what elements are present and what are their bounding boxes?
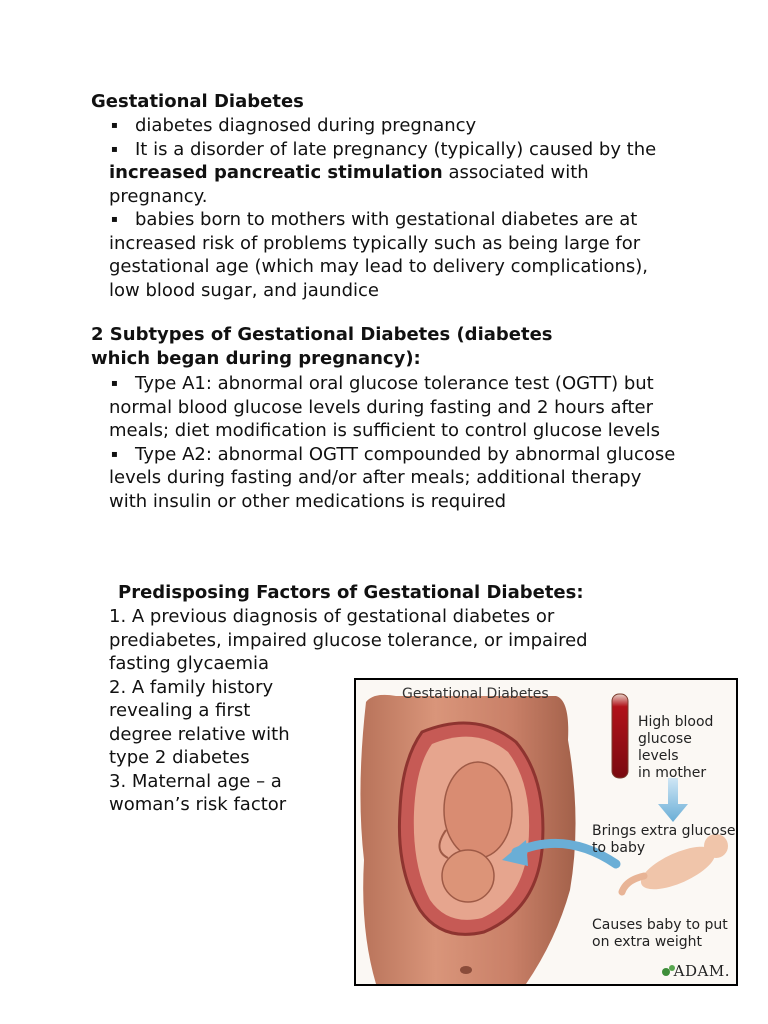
- section-heading-predisposing: Predisposing Factors of Gestational Diabetes:: [118, 582, 584, 603]
- label-brings-extra-glucose: [592, 823, 736, 857]
- label-line: in mother: [638, 765, 707, 781]
- label-line: glucose levels: [638, 731, 692, 764]
- bullet-text: Type A1: abnormal oral glucose tolerance test (OGTT) but normal blood glucose levels during fasting and 2 hours after meals; diet modification is sufficient to control glucose levels: [109, 373, 660, 441]
- heading-line: which began during pregnancy):: [91, 348, 421, 369]
- fetus-body-shape: [444, 762, 512, 858]
- text-line: woman’s risk factor: [109, 794, 287, 815]
- list-item: [109, 138, 684, 209]
- text-line: 2. A family history: [109, 676, 274, 698]
- bullet-text: babies born to mothers with gestational diabetes are at increased risk of problems typically such as being large for gestational age (which may lead to delivery complications), low blood sugar, and jaundice: [109, 209, 649, 301]
- label-line: to baby: [592, 840, 646, 856]
- down-arrow-shape: [658, 778, 688, 822]
- label-line: Brings extra glucose: [592, 823, 736, 839]
- label-line: High blood: [638, 714, 714, 730]
- bullet-icon: ▪: [111, 448, 118, 460]
- section-heading-gestational-diabetes: Gestational Diabetes: [91, 91, 304, 112]
- blood-tube-shape: [612, 694, 628, 778]
- adam-brand-logo: ADAM.: [673, 962, 730, 980]
- text-line: type 2 diabetes: [109, 747, 250, 768]
- label-causes-extra-weight: [592, 917, 728, 951]
- label-high-blood-glucose: [638, 714, 736, 782]
- section-heading-subtypes: [91, 323, 553, 371]
- fetus-head-shape: [442, 850, 494, 902]
- label-line: Causes baby to put: [592, 917, 728, 933]
- bullet-list-gestational: [109, 114, 684, 302]
- bullet-text: associated with pregnancy.: [109, 162, 589, 207]
- text-line: 3. Maternal age – a: [109, 770, 282, 792]
- bullet-list-subtypes: [109, 372, 684, 513]
- bullet-text: Type A2: abnormal OGTT compounded by abnormal glucose levels during fasting and/or after meals; additional therapy with insulin or other medications is required: [109, 443, 676, 512]
- bullet-icon: ▪: [111, 378, 118, 389]
- illustration-title: Gestational Diabetes: [402, 686, 549, 702]
- bullet-text: diabetes diagnosed during pregnancy: [135, 115, 477, 136]
- bullet-icon: ▪: [111, 214, 118, 225]
- label-line: on extra weight: [592, 934, 703, 950]
- bold-emphasis: increased pancreatic stimulation: [109, 162, 443, 183]
- text-line: revealing a first: [109, 700, 251, 721]
- bullet-icon: ▪: [111, 120, 118, 131]
- list-item: [109, 372, 684, 443]
- navel-shape: [460, 966, 472, 974]
- list-item: [109, 114, 684, 138]
- gestational-diabetes-illustration: [354, 678, 738, 986]
- text-line: degree relative with: [109, 723, 290, 745]
- heading-line: 2 Subtypes of Gestational Diabetes (diabetes: [91, 324, 553, 345]
- list-item: [109, 443, 684, 514]
- text-line: prediabetes, impaired glucose tolerance, or impaired: [109, 629, 588, 651]
- text-line: 1. A previous diagnosis of gestational diabetes or: [109, 606, 555, 627]
- bullet-text: It is a disorder of late pregnancy (typically) caused by the: [135, 138, 657, 160]
- bullet-icon: ▪: [111, 143, 118, 155]
- list-item: [109, 208, 684, 302]
- text-line: fasting glycaemia: [109, 653, 270, 674]
